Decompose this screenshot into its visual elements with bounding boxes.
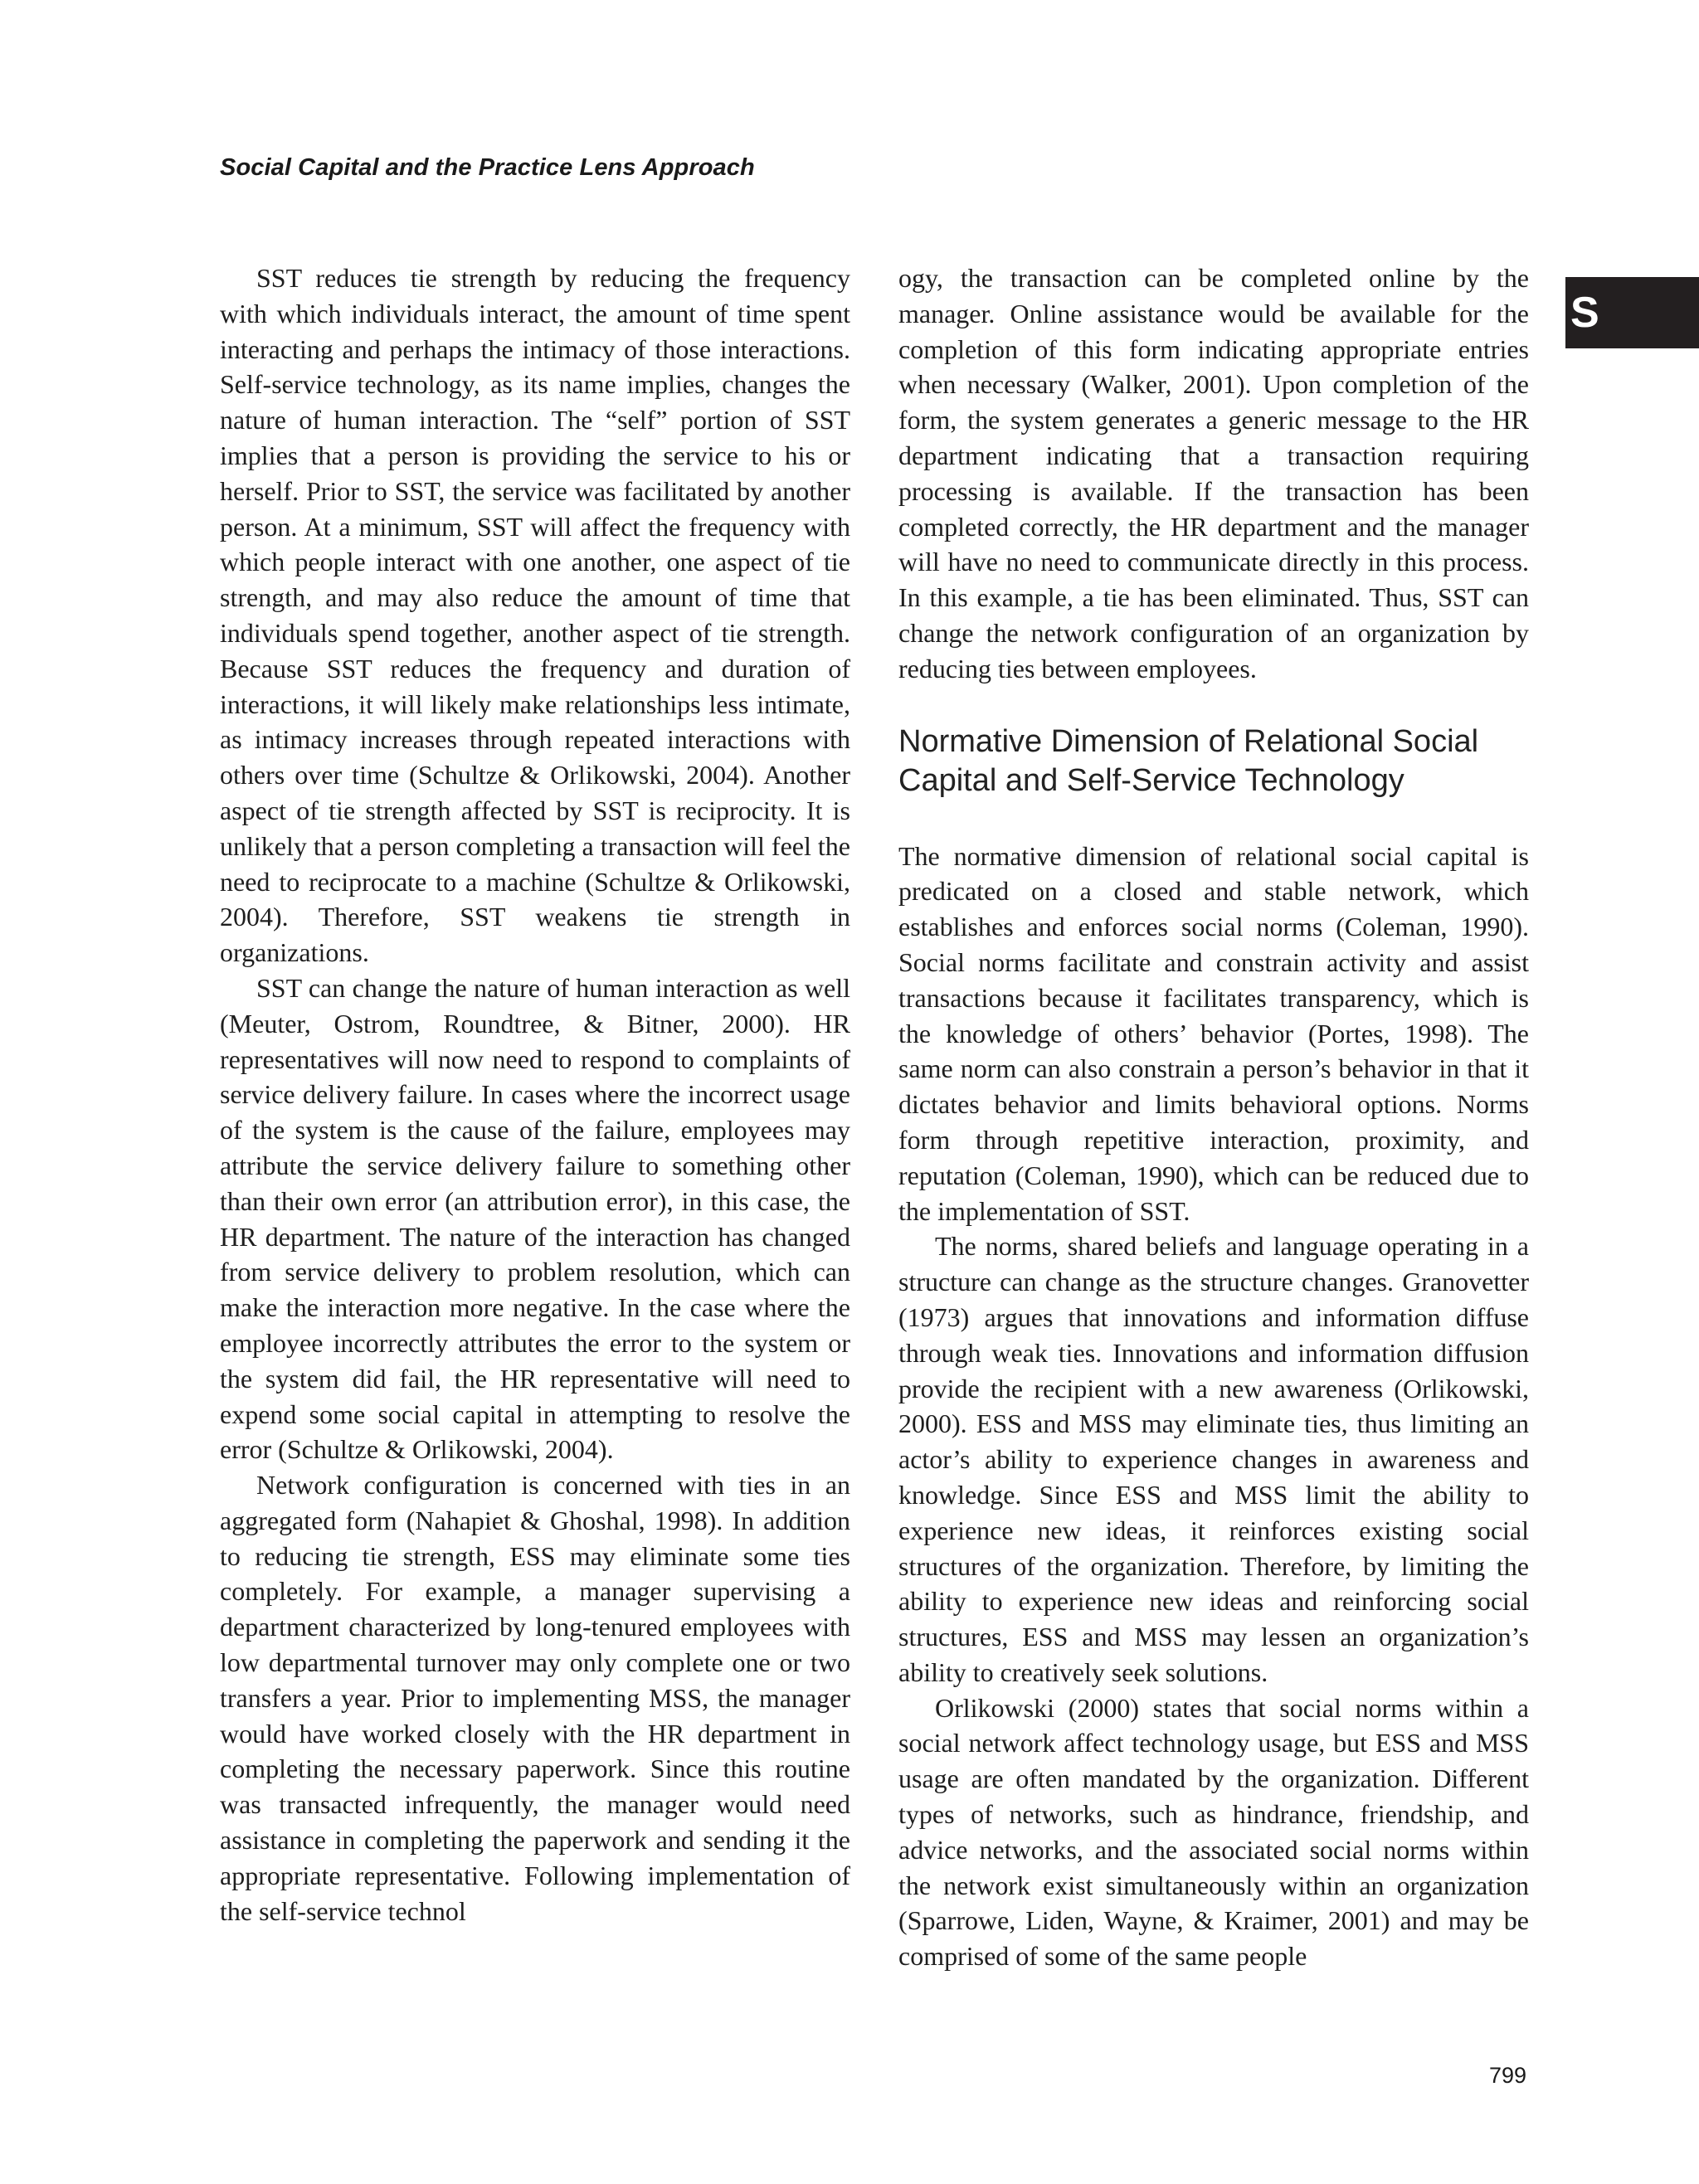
body-paragraph: SST can change the nature of human interaction as well (Meuter, Ostrom, Roundtree, & Bitner, 2000). HR representatives will now need to respond to complaints of service delivery failure. In cases where the incorrect usage of the system is the cause of the failure, employees may attribute the service delivery failure to something other than their own error (an attribution error), in this case, the HR department. The nature of the interaction has changed from service delivery to problem resolution, which can make the interaction more negative. In the case where the employee incorrectly attributes the error to the system or the system did fail, the HR representative will need to expend some social capital in attempting to resolve the error (Schultze & Orlikowski, 2004). bbox=[220, 972, 850, 1465]
body-paragraph: SST reduces tie strength by reducing the frequency with which individuals interact, the amount of time spent interacting and perhaps the intimacy of those interactions. Self-service technology, as its name implies, changes the nature of human interaction. The “self” portion of SST implies that a person is providing the service to his or herself. Prior to SST, the service was facilitated by another person. At a minimum, SST will affect the frequency with which people interact with one another, one aspect of tie strength, and may also reduce the amount of time that individuals spend together, another aspect of tie strength. Because SST reduces the frequency and duration of interactions, it will likely make relationships less intimate, as intimacy increases through repeated interactions with others over time (Schultze & Orlikowski, 2004). Another aspect of tie strength affected by SST is reciprocity. It is unlikely that a person completing a transaction will feel the need to reciprocate to a machine (Schultze & Orlikowski, 2004). Therefore, SST weakens tie strength in organizations. bbox=[220, 263, 850, 968]
body-paragraph: Orlikowski (2000) states that social norms within a social network affect technology usage, but ESS and MSS usage are often mandated by the organization. Different types of networks, such as hindrance, friendship, and advice networks, and the associated social norms within the network exist simultaneously within an organization (Sparrowe, Liden, Wayne, & Kraimer, 2001) and may be comprised of some of the same people bbox=[898, 1692, 1529, 1972]
thumb-index-tab: S bbox=[1565, 277, 1699, 348]
body-paragraph: Network configuration is concerned with ties in an aggregated form (Nahapiet & Ghoshal, 1998). In addition to reducing tie strength, ESS may eliminate some ties completely. For example, a manager supervising a department characterized by long-tenured employees with low departmental turnover may only complete one or two transfers a year. Prior to implementing MSS, the manager would have worked closely with the HR department in completing the necessary paperwork. Since this routine was transacted infrequently, the manager would need assistance in completing the paperwork and sending it the appropriate representative. Following implementation of the self-service technol bbox=[220, 1470, 850, 1926]
body-paragraph: The norms, shared beliefs and language operating in a structure can change as the structure changes. Granovetter (1973) argues that innovations and information diffuse through weak ties. Innovations and information diffusion provide the recipient with a new awareness (Orlikowski, 2000). ESS and MSS may eliminate ties, thus limiting an actor’s ability to experience changes in awareness and knowledge. Since ESS and MSS limit the ability to experience new ideas, it reinforces existing social structures of the organization. Therefore, by limiting the ability to experience new ideas and reinforcing social structures, ESS and MSS may lessen an organization’s ability to creatively seek solutions. bbox=[898, 1231, 1529, 1687]
left-column bbox=[220, 260, 850, 1929]
page-number: 799 bbox=[1489, 2063, 1527, 2088]
body-paragraph: The normative dimension of relational social capital is predicated on a closed and stable network, which establishes and enforces social norms (Coleman, 1990). Social norms facilitate and constrain activity and assist transactions because it facilitates transparency, which is the knowledge of others’ behavior (Portes, 1998). The same norm can also constrain a person’s behavior in that it dictates behavior and limits behavioral options. Norms form through repetitive interaction, proximity, and reputation (Coleman, 1990), which can be reduced due to the implementation of SST. bbox=[898, 840, 1529, 1226]
continued-paragraph: ogy, the transaction can be completed online by the manager. Online assistance would be available for the completion of this form indicating appropriate entries when necessary (Walker, 2001). Upon completion of the form, the system generates a generic message to the HR department indicating that a transaction requiring processing is available. If the transaction has been completed correctly, the HR department and the manager will have no need to communicate directly in this process. In this example, a tie has been eliminated. Thus, SST can change the network configuration of an organization by reducing ties between employees. bbox=[898, 263, 1529, 683]
running-head: Social Capital and the Practice Lens Approach bbox=[220, 154, 755, 181]
section-heading: Normative Dimension of Relational Social Capital and Self-Service Technology bbox=[898, 723, 1479, 798]
right-column bbox=[898, 260, 1529, 1974]
